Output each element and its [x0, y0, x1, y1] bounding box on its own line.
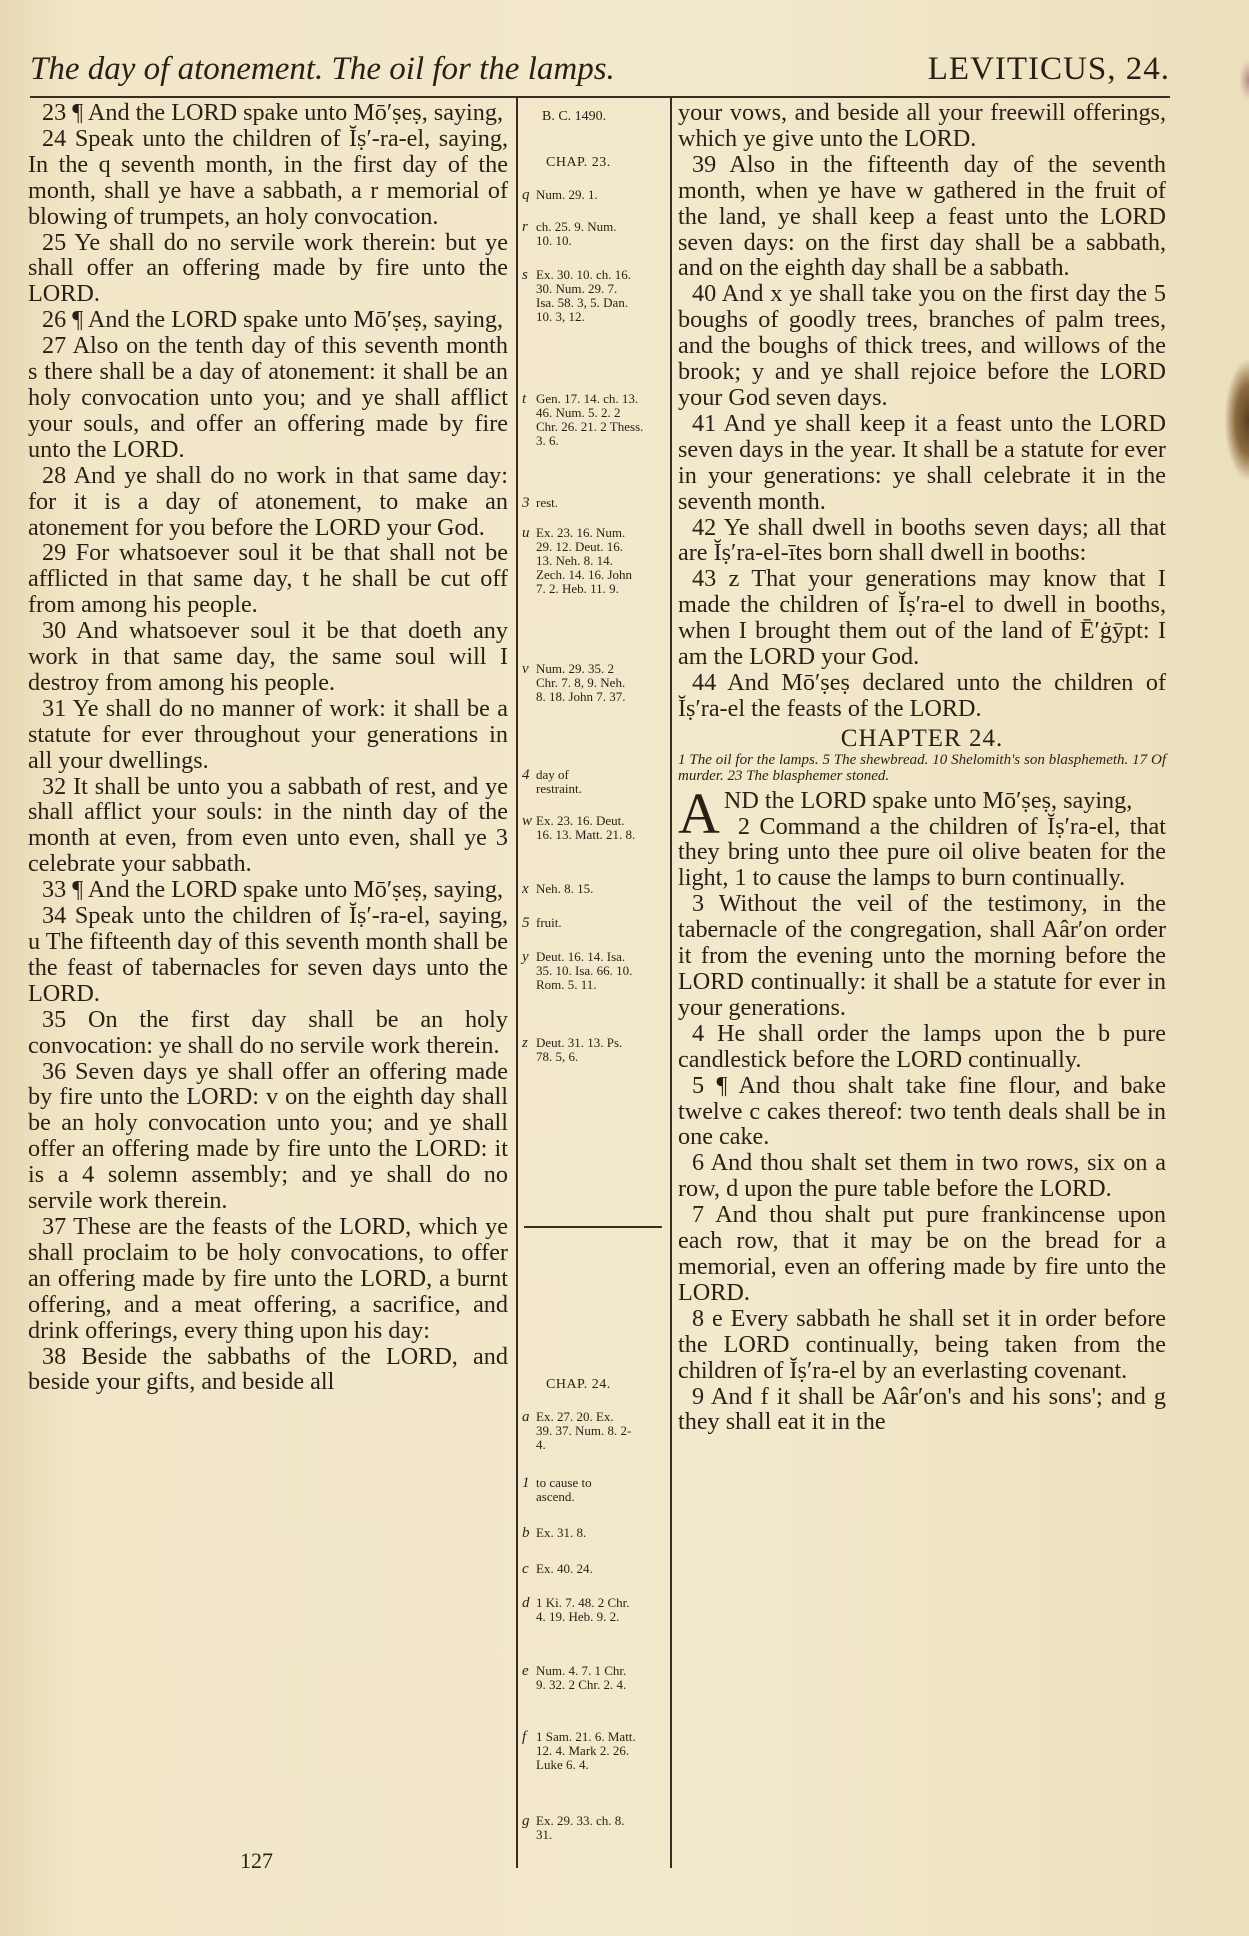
cross-reference: t Gen. 17. 14. ch. 13. 46. Num. 5. 2. 2 Chr. 26. 21. 2 Thess. 3. 6.: [522, 391, 644, 448]
cross-reference: y Deut. 16. 14. Isa. 35. 10. Isa. 66. 10. Rom. 5. 11.: [522, 949, 633, 992]
cross-reference: 3 rest.: [522, 495, 559, 511]
verse: 28 And ye shall do no work in that same day: for it is a day of atonement, to make an atonement for you before the LORD your God.: [28, 461, 508, 541]
cross-reference: w Ex. 23. 16. Deut. 16. 13. Matt. 21. 8.: [522, 813, 636, 842]
cross-reference: s Ex. 30. 10. ch. 16. 30. Num. 29. 7. Isa. 58. 3, 5. Dan. 10. 3, 12.: [522, 267, 631, 324]
drop-cap: A: [678, 780, 720, 846]
center-reference-column: [520, 0, 670, 1936]
verse: 31 Ye shall do no manner of work: it shall be a statute for ever throughout your generations in all your dwellings.: [28, 694, 508, 774]
cross-reference: b Ex. 31. 8.: [522, 1525, 587, 1541]
header-book-chapter: LEVITICUS, 24.: [927, 51, 1170, 87]
verse: 42 Ye shall dwell in booths seven days; all that are Ĭṣ′ra-el-ītes born shall dwell in booths:: [678, 513, 1166, 567]
page-number: 127: [240, 1848, 273, 1873]
cross-reference: 5 fruit.: [522, 915, 562, 931]
verse: 26 ¶ And the LORD spake unto Mō′ṣeṣ, saying,: [42, 306, 504, 334]
verse: 2 Command a the children of Ĭṣ′ra-el, that they bring unto thee pure oil olive beaten for the light, 1 to cause the lamps to burn continually.: [678, 812, 1166, 892]
verse: 5 ¶ And thou shalt take fine flour, and bake twelve c cakes thereof: two tenth deals shall be in one cake.: [678, 1071, 1166, 1151]
verse: 41 And ye shall keep it a feast unto the LORD seven days in the year. It shall be a statute for ever in your generations: ye shall celebrate it in the seventh month.: [678, 409, 1166, 515]
chapter-heading: CHAPTER 24.: [840, 724, 1004, 752]
verse: 43 z That your generations may know that I made the children of Ĭṣ′ra-el to dwell in booths, when I brought them out of the land of Ē′ġȳpt: I am the LORD your God.: [678, 565, 1166, 671]
verse: 27 Also on the tenth day of this seventh month s there shall be a day of atonement: it shall be an holy convocation unto you; and ye shall afflict your souls, and offer an offering made by fire unto the LORD.: [28, 332, 508, 463]
verse: 8 e Every sabbath he shall set it in order before the LORD continually, being taken from the children of Ĭṣ′ra-el by an everlasting covenant.: [678, 1304, 1166, 1384]
cross-reference: q Num. 29. 1.: [522, 187, 598, 203]
verse: 40 And x ye shall take you on the first day the 5 boughs of goodly trees, branches of palm trees, and the boughs of thick trees, and willows of the brook; y and ye shall rejoice before the LORD your God seven days.: [678, 280, 1166, 411]
verse: 4 He shall order the lamps upon the b pure candlestick before the LORD continually.: [678, 1019, 1166, 1073]
verse: 36 Seven days ye shall offer an offering made by fire unto the LORD: v on the eighth day shall be an holy convocation unto you; and ye shall offer an offering made by fire unto the LORD: it is a 4 solemn assembly; and ye shall do no servile work therein.: [28, 1057, 508, 1215]
verse: 9 And f it shall be Aâr′on's and his sons'; and g they shall eat it in the: [678, 1382, 1166, 1436]
verse: 7 And thou shalt put pure frankincense upon each row, that it may be on the bread for a memorial, even an offering made by fire unto the LORD.: [678, 1201, 1166, 1306]
verse: 33 ¶ And the LORD spake unto Mō′ṣeṣ, saying,: [42, 876, 504, 904]
cross-reference: z Deut. 31. 13. Ps. 78. 5, 6.: [522, 1035, 623, 1064]
header-topics: The day of atonement. The oil for the lamps.: [30, 51, 615, 87]
verse: your vows, and beside all your freewill offerings, which ye give unto the LORD.: [678, 99, 1166, 152]
verse-first: [678, 780, 1166, 846]
verse: 30 And whatsoever soul it be that doeth any work in that same day, the same soul will I destroy from among his people.: [28, 617, 508, 696]
verse: 6 And thou shalt set them in two rows, six on a row, d upon the pure table before the LORD.: [678, 1149, 1166, 1203]
cross-reference: f 1 Sam. 21. 6. Matt. 12. 4. Mark 2. 26. Luke 6. 4.: [522, 1729, 636, 1772]
cross-reference: d 1 Ki. 7. 48. 2 Chr. 4. 19. Heb. 9. 2.: [522, 1595, 630, 1624]
date-label: B. C. 1490.: [542, 109, 607, 124]
right-text-column: [678, 100, 1166, 1435]
verse: 3 Without the veil of the testimony, in the tabernacle of the congregation, shall Aâr′on order it from the evening unto the morning before the LORD continually: it shall be a statute for ever in your generations.: [678, 890, 1166, 1021]
verse: 44 And Mō′ṣeṣ declared unto the children of Ĭṣ′ra-el the feasts of the LORD.: [678, 668, 1166, 722]
page-edge-stain: [1239, 60, 1249, 100]
verse: 23 ¶ And the LORD spake unto Mō′ṣeṣ, saying,: [42, 99, 504, 126]
cross-reference: u Ex. 23. 16. Num. 29. 12. Deut. 16. 13. Neh. 8. 14. Zech. 14. 16. John 7. 2. Heb. 11. 9.: [522, 525, 633, 596]
verse: 34 Speak unto the children of Ĭṣ′-ra-el, saying, u The fifteenth day of this seventh month shall be the feast of tabernacles for seven days unto the LORD.: [28, 902, 508, 1007]
chapter-23-label: CHAP. 23.: [546, 155, 611, 170]
verse: 32 It shall be unto you a sabbath of rest, and ye shall afflict your souls: in the ninth day of the month at even, from even unto even, shall ye 3 celebrate your sabbath.: [28, 772, 508, 878]
verse-first-text: ND the LORD spake unto Mō′ṣeṣ, saying,: [723, 786, 1133, 814]
verse: 24 Speak unto the children of Ĭṣ′-ra-el, saying, In the q seventh month, in the first day of the month, shall ye have a sabbath, a r memorial of blowing of trumpets, an holy convocation.: [28, 124, 508, 230]
cross-reference: v Num. 29. 35. 2 Chr. 7. 8, 9. Neh. 8. 18. John 7. 37.: [522, 661, 626, 704]
verse: 37 These are the feasts of the LORD, which ye shall proclaim to be holy convocations, to offer an offering made by fire unto the LORD, a burnt offering, and a meat offering, a sacrifice, and drink offerings, every thing upon his day:: [28, 1212, 508, 1344]
cross-reference: x Neh. 8. 15.: [522, 881, 594, 897]
cross-reference: g Ex. 29. 33. ch. 8. 31.: [522, 1813, 625, 1842]
left-text-column: [28, 100, 508, 1395]
column-divider-left: [516, 98, 518, 1868]
cross-reference: r ch. 25. 9. Num. 10. 10.: [522, 219, 617, 248]
chapter-24-label: CHAP. 24.: [546, 1377, 611, 1392]
cross-reference: c Ex. 40. 24.: [522, 1561, 593, 1577]
cross-reference: e Num. 4. 7. 1 Chr. 9. 32. 2 Chr. 2. 4.: [522, 1663, 627, 1692]
verse: 38 Beside the sabbaths of the LORD, and beside your gifts, and beside all: [28, 1342, 508, 1396]
chapter-summary: 1 The oil for the lamps. 5 The shewbread. 10 Shelomith's son blasphemeth. 17 Of murder. 23 The blasphemer stoned.: [678, 751, 1166, 784]
cross-reference: a Ex. 27. 20. Ex. 39. 37. Num. 8. 2-4.: [522, 1409, 632, 1452]
verse: 39 Also in the fifteenth day of the seventh month, when ye have w gathered in the fruit of the land, ye shall keep a feast unto the LORD seven days: on the first day shall be a sabbath, and on the eighth day shall be a sabbath.: [678, 150, 1166, 282]
verse: 25 Ye shall do no servile work therein: but ye shall offer an offering made by fire unto the LORD.: [28, 228, 508, 308]
verse: 35 On the first day shall be an holy convocation: ye shall do no servile work therein.: [28, 1005, 508, 1059]
column-divider-right: [670, 98, 672, 1868]
cross-reference: 4 day of restraint.: [522, 767, 582, 796]
page-edge-tab: [1225, 360, 1249, 480]
verse: 29 For whatsoever soul it be that shall not be afflicted in that same day, t he shall be cut off from among his people.: [28, 539, 508, 619]
cross-reference: 1 to cause to ascend.: [522, 1475, 592, 1504]
